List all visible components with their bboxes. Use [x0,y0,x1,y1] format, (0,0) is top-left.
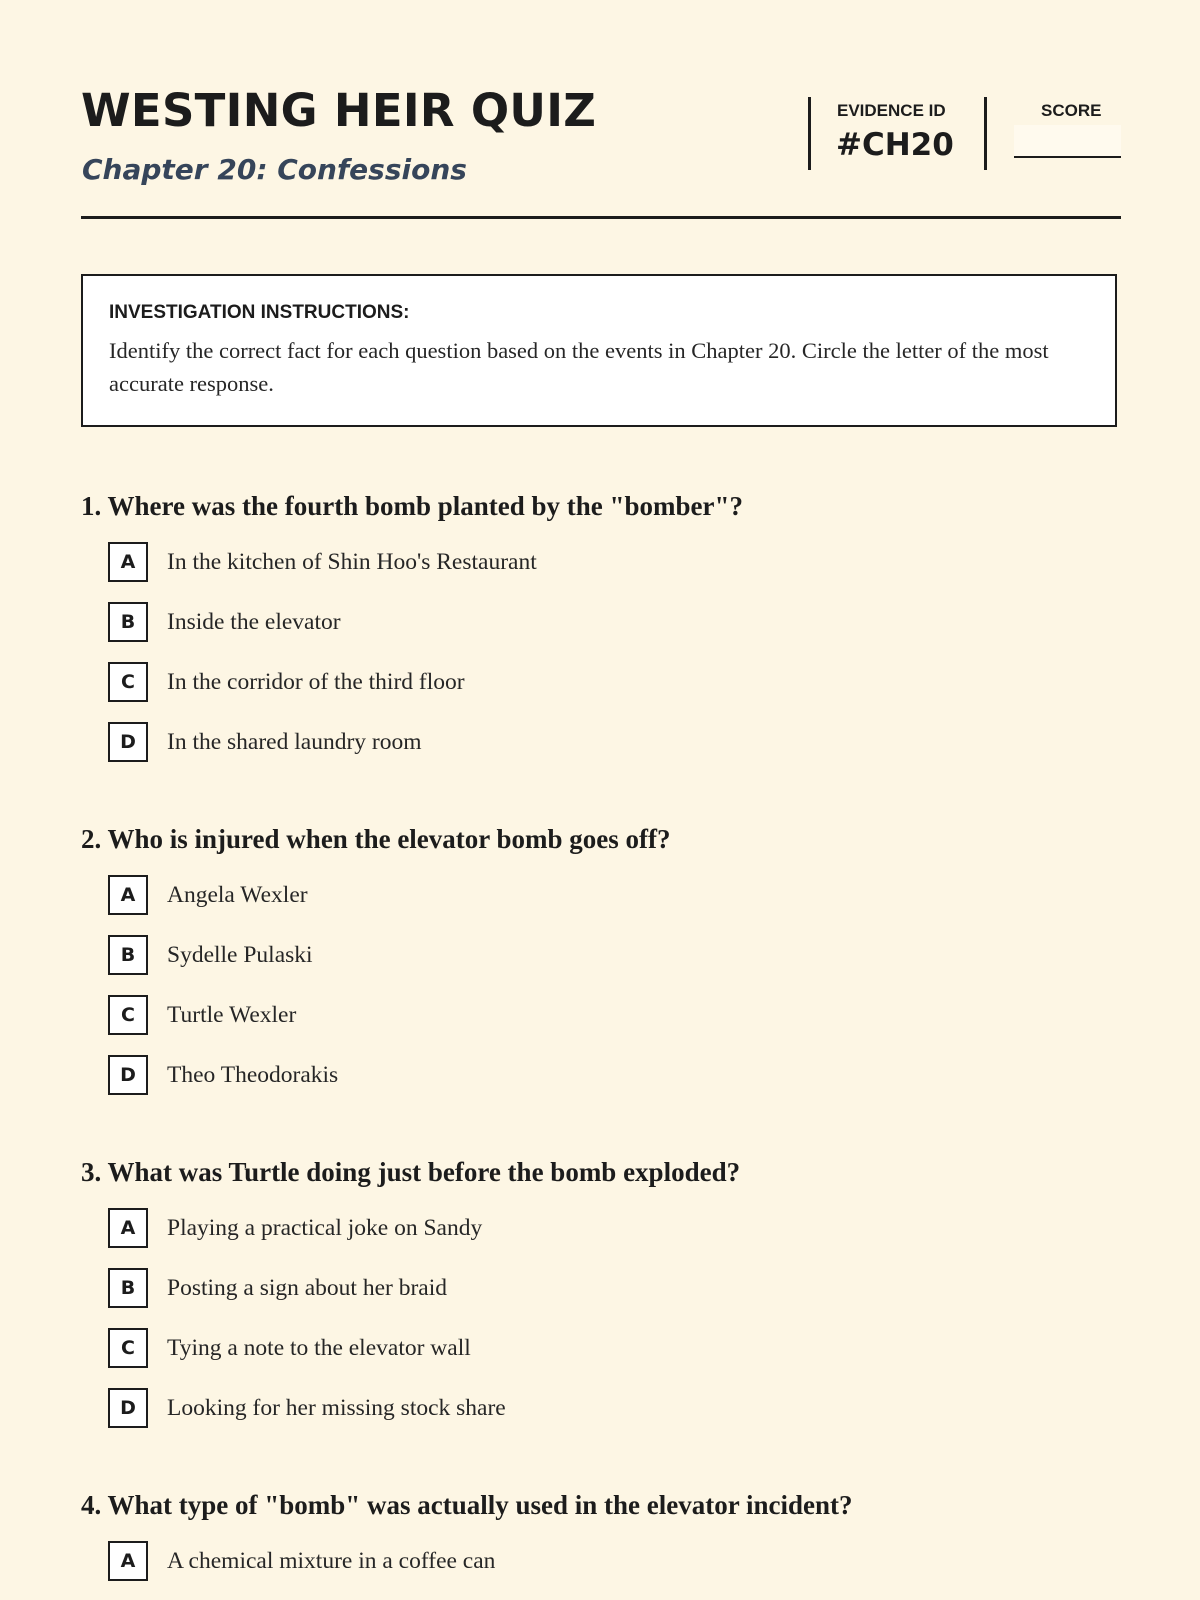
header-rule [81,216,1121,219]
question-title: 2. Who is injured when the elevator bomb goes off? [81,824,671,854]
score-label: SCORE [1041,101,1102,120]
option-letter-box[interactable]: C [108,995,148,1035]
quiz-header [81,80,1121,220]
header-divider [984,97,987,170]
question-1 [81,484,1121,775]
answer-option-a[interactable] [81,535,1121,595]
answer-option-b[interactable] [81,928,1121,988]
option-text: Angela Wexler [167,882,308,908]
option-letter-box[interactable]: B [108,935,148,975]
answer-option-a[interactable] [81,868,1121,928]
option-text: Inside the elevator [167,609,341,635]
option-text: Playing a practical joke on Sandy [167,1215,483,1241]
question-title: 1. Where was the fourth bomb planted by the "bomber"? [81,491,744,521]
option-letter-box[interactable]: B [108,602,148,642]
option-letter-box[interactable]: A [108,875,148,915]
option-text: A chemical mixture in a coffee can [167,1548,496,1574]
answer-option-d[interactable] [81,1048,1121,1108]
header-divider [808,97,811,170]
option-letter-box[interactable]: A [108,1541,148,1581]
answer-option-c[interactable] [81,655,1121,715]
option-letter-box[interactable]: C [108,662,148,702]
option-text: In the kitchen of Shin Hoo's Restaurant [167,549,537,575]
option-text: Looking for her missing stock share [167,1395,506,1421]
question-4 [81,1483,1121,1594]
instructions-text: Identify the correct fact for each question based on the events in Chapter 20. Circle the letter of the most accurate response. [109,338,1049,396]
answer-option-b[interactable] [81,595,1121,655]
chapter-subtitle: Chapter 20: Confessions [82,153,467,186]
option-text: Turtle Wexler [167,1002,297,1028]
question-title: 4. What type of "bomb" was actually used in the elevator incident? [81,1490,853,1520]
answer-option-d[interactable] [81,715,1121,775]
answer-option-d[interactable] [81,1381,1121,1441]
option-text: In the shared laundry room [167,729,422,755]
evidence-id-label: EVIDENCE ID [837,101,946,120]
instructions-box [81,274,1117,427]
option-letter-box[interactable]: B [108,1268,148,1308]
option-text: Tying a note to the elevator wall [167,1335,471,1361]
option-text: In the corridor of the third floor [167,669,465,695]
option-text: Posting a sign about her braid [167,1275,448,1301]
option-text: Theo Theodorakis [167,1062,339,1088]
answer-option-a[interactable] [81,1201,1121,1261]
answer-option-c[interactable] [81,1321,1121,1381]
option-letter-box[interactable]: D [108,722,148,762]
page-title: WESTING HEIR QUIZ [81,84,597,137]
answer-option-c[interactable] [81,988,1121,1048]
question-title: 3. What was Turtle doing just before the bomb exploded? [81,1157,741,1187]
option-letter-box[interactable]: A [108,542,148,582]
evidence-id-value: #CH20 [836,127,954,163]
question-3 [81,1150,1121,1441]
instructions-heading: INVESTIGATION INSTRUCTIONS: [109,302,410,323]
option-letter-box[interactable]: A [108,1208,148,1248]
question-2 [81,817,1121,1108]
option-letter-box[interactable]: D [108,1388,148,1428]
answer-option-a[interactable] [81,1534,1121,1594]
answer-option-b[interactable] [81,1261,1121,1321]
option-letter-box[interactable]: D [108,1055,148,1095]
score-field[interactable] [1014,125,1121,158]
option-letter-box[interactable]: C [108,1328,148,1368]
option-text: Sydelle Pulaski [167,942,313,968]
